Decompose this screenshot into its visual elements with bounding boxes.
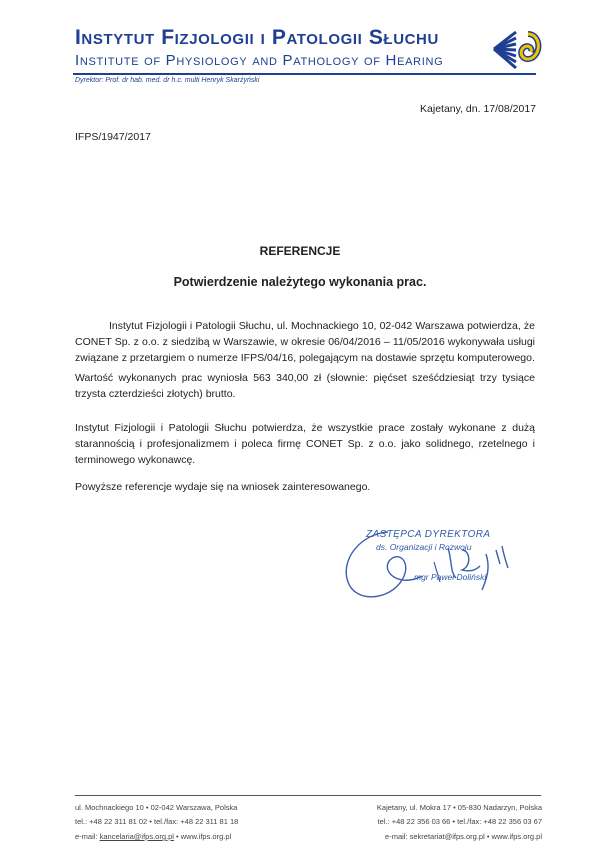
footer-left-phone: tel.: +48 22 311 81 02 • tel./fax: +48 22 311 81 18 bbox=[75, 817, 239, 826]
letter-date: Kajetany, dn. 17/08/2017 bbox=[420, 103, 536, 115]
footer-right-contact: e-mail: sekretariat@ifps.org.pl • www.ifps.org.pl bbox=[385, 832, 542, 841]
header-divider bbox=[73, 73, 536, 75]
director-line: Dyrektor: Prof. dr hab. med. dr h.c. multi Henryk Skarżyński bbox=[75, 77, 260, 84]
footer-right-phone: tel.: +48 22 356 03 66 • tel./fax: +48 22 356 03 67 bbox=[377, 817, 542, 826]
footer-divider bbox=[75, 795, 541, 796]
institute-logo-icon bbox=[492, 26, 542, 72]
institute-name-en: Institute of Physiology and Pathology of Hearing bbox=[75, 52, 444, 69]
body-paragraph: Wartość wykonanych prac wyniosła 563 340,00 zł (słownie: pięćset sześćdziesiąt trzy tysiące trzysta czterdzieści złotych) brutto. bbox=[75, 372, 535, 400]
footer-left-email-label: e-mail: bbox=[75, 832, 98, 841]
body-paragraph: Instytut Fizjologii i Patologii Słuchu, ul. Mochnackiego 10, 02-042 Warszawa potwierdza, że CONET Sp. z o.o. z siedzibą w Warszawie, w okresie 06/04/2016 – 11/05/2016 wykonywała usługi związane z przetargiem o numerze IFPS/04/16, polegającym na dostawie sprzętu komputerowego. bbox=[75, 320, 535, 364]
institute-name-pl: Instytut Fizjologii i Patologii Słuchu bbox=[75, 26, 439, 49]
footer-left-contact bbox=[75, 832, 231, 841]
footer-left-email-link[interactable]: kancelaria@ifps.org.pl bbox=[99, 832, 174, 841]
letter-subtitle: Potwierdzenie należytego wykonania prac. bbox=[173, 275, 427, 289]
handwritten-signature-icon bbox=[330, 520, 540, 620]
body-paragraph: Instytut Fizjologii i Patologii Słuchu potwierdza, że wszystkie prace zostały wykonane z dużą starannością i profesjonalizmem i poleca firmę CONET Sp. z o.o. jako solidnego, rzetelnego i terminowego wykonawcę. bbox=[75, 422, 535, 466]
body-paragraph: Powyższe referencje wydaje się na wniosek zainteresowanego. bbox=[75, 481, 371, 493]
signature-name: mgr Paweł Doliński bbox=[414, 572, 487, 582]
footer-left-address: ul. Mochnackiego 10 • 02-042 Warszawa, Polska bbox=[75, 803, 238, 812]
letter-title: REFERENCJE bbox=[259, 244, 341, 258]
footer-left-web: • www.ifps.org.pl bbox=[176, 832, 232, 841]
signature-title: ZASTĘPCA DYREKTORA bbox=[366, 529, 491, 540]
reference-number: IFPS/1947/2017 bbox=[75, 131, 151, 143]
footer-right-address: Kajetany, ul. Mokra 17 • 05-830 Nadarzyn, Polska bbox=[376, 803, 542, 812]
signature-department: ds. Organizacji i Rozwoju bbox=[376, 542, 472, 552]
